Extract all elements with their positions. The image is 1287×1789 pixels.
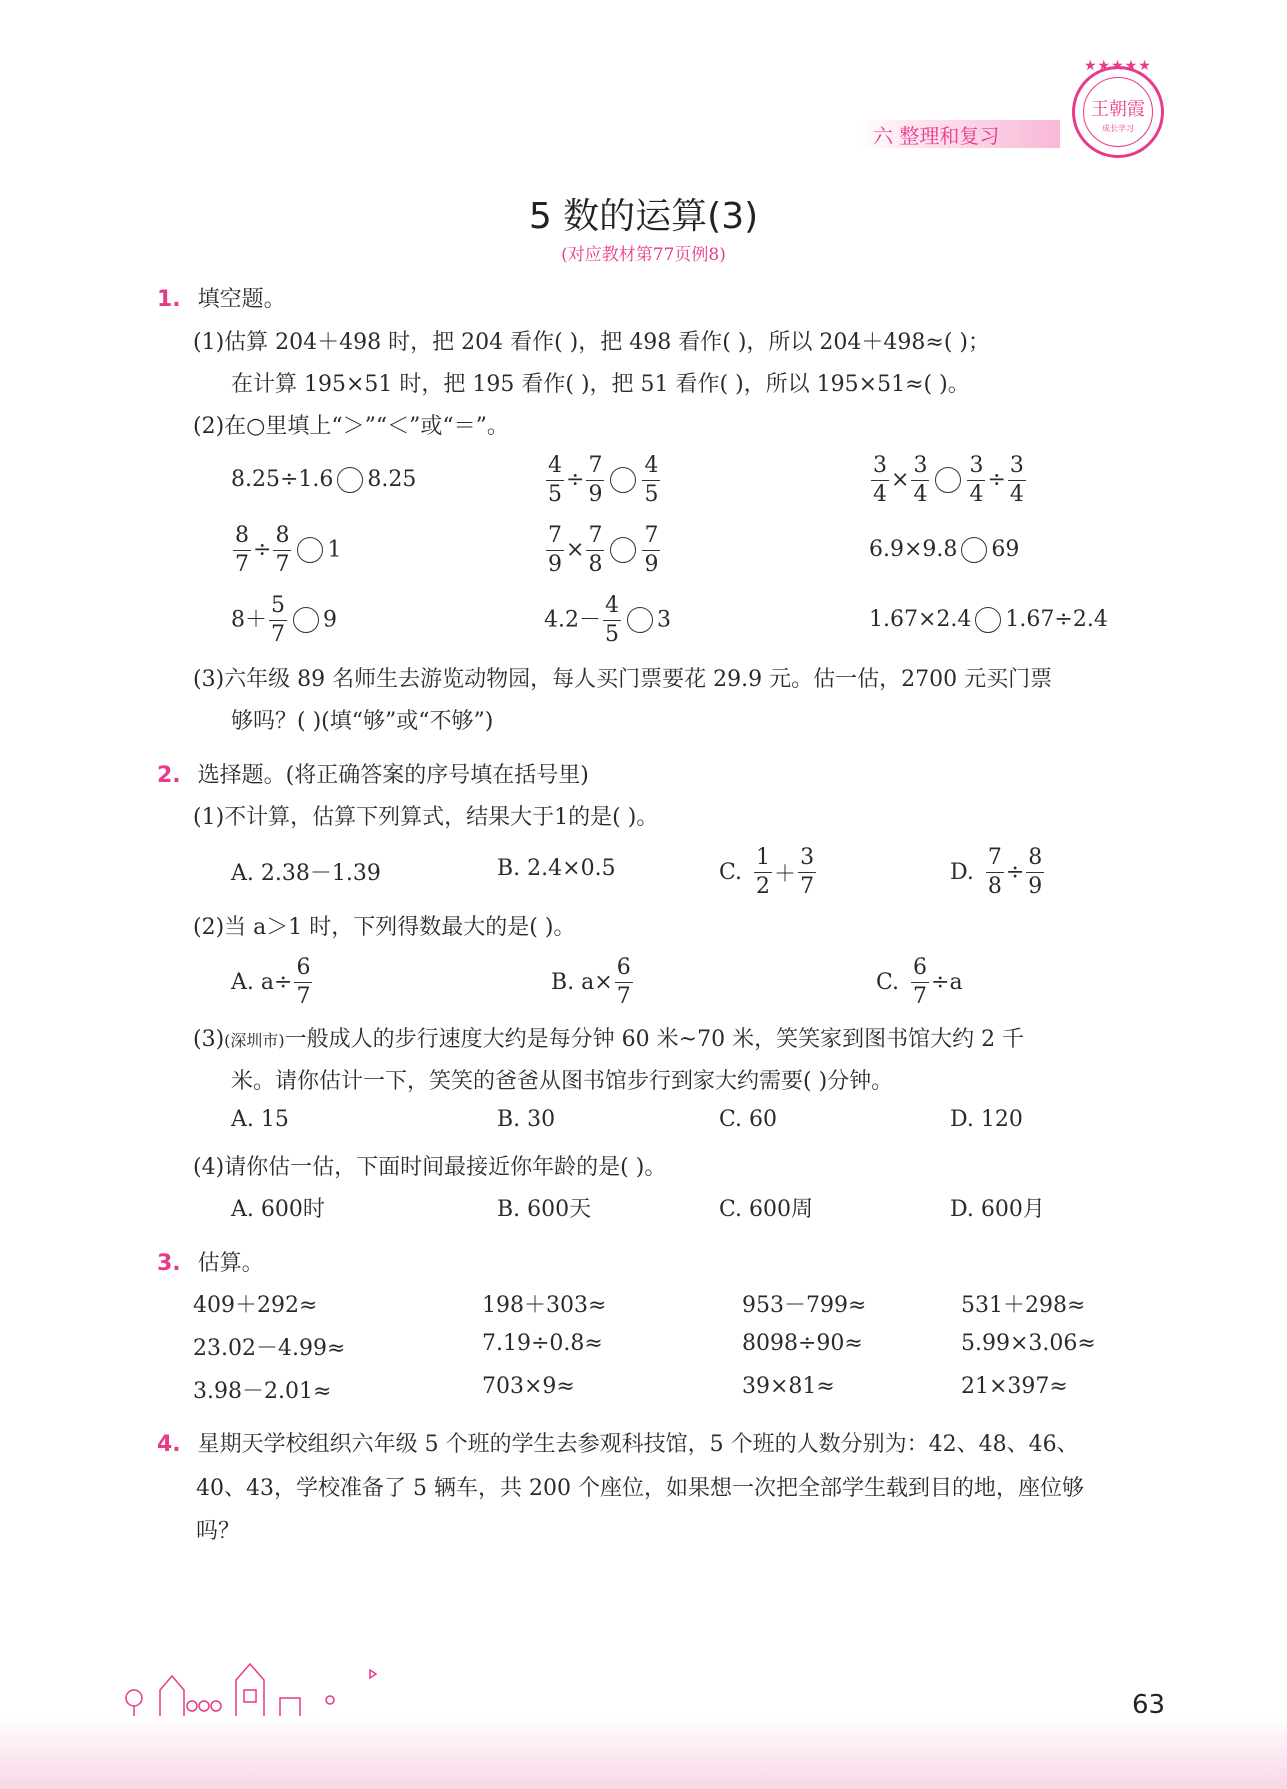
option-b[interactable] <box>551 950 635 1014</box>
q3-r1c1: 409＋292≈ <box>193 1293 318 1318</box>
operator: × <box>566 537 585 562</box>
seal-text: 王朝霞 <box>1091 99 1145 120</box>
fraction <box>986 844 1004 899</box>
seal-stars-icon: ★★★★★ <box>1084 58 1152 74</box>
numerator: 6 <box>294 957 312 983</box>
q1-heading <box>157 282 286 313</box>
q1-p3-line1: (3)六年级 89 名师生去游览动物园，每人买门票要花 29.9 元。估一估，2700 元买门票 <box>193 667 1053 692</box>
q4-line2: 40、43，学校准备了 5 辆车，共 200 个座位，如果想一次把全部学生载到目的地，座位够 <box>196 1476 1084 1501</box>
denominator: 7 <box>913 983 928 1009</box>
q2-p4-opt-c[interactable]: C. 600周 <box>719 1197 814 1222</box>
q2-p4: (4)请你估一估，下面时间最接近你年龄的是( )。 <box>193 1155 667 1180</box>
numerator: 4 <box>642 455 660 481</box>
option-label: C. <box>876 969 900 995</box>
compare-right: 1.67÷2.4 <box>1005 607 1108 632</box>
q3-r2c4: 5.99×3.06≈ <box>961 1331 1096 1356</box>
denominator: 9 <box>644 551 659 577</box>
answer-circle[interactable] <box>975 607 1001 633</box>
numerator: 1 <box>754 847 772 873</box>
fraction <box>967 452 985 507</box>
compare-item <box>869 452 1028 507</box>
q3-heading <box>157 1246 264 1277</box>
compare-item <box>544 592 869 647</box>
numerator: 6 <box>615 957 633 983</box>
option-c[interactable] <box>719 840 818 904</box>
fraction <box>233 522 251 577</box>
denominator: 8 <box>588 551 603 577</box>
compare-right: 1 <box>327 537 342 562</box>
q1-p3-line2: 够吗？( )(填“够”或“不够”) <box>231 709 494 734</box>
q2-p2-options <box>231 950 1131 1014</box>
seal-subtext: 成长学习 <box>1102 124 1134 133</box>
q1-p2-label: (2)在○里填上“＞”“＜”或“＝”。 <box>193 414 509 439</box>
numerator: 7 <box>586 525 604 551</box>
denominator: 4 <box>873 481 887 507</box>
answer-circle[interactable] <box>297 537 323 563</box>
q3-r3c2: 703×9≈ <box>482 1374 575 1399</box>
fraction <box>871 452 889 507</box>
q2-number: 2. <box>157 763 181 788</box>
page-number: 63 <box>1132 1690 1166 1720</box>
denominator: 7 <box>800 873 815 899</box>
fraction <box>603 592 621 647</box>
compare-right: 9 <box>323 607 337 632</box>
q2-p4-opt-b[interactable]: B. 600天 <box>497 1197 592 1222</box>
numerator: 8 <box>1026 847 1044 873</box>
denominator: 8 <box>987 873 1002 899</box>
q2-p3-opt-c[interactable]: C. 60 <box>719 1107 778 1132</box>
fraction <box>1008 452 1026 507</box>
fraction <box>586 452 604 507</box>
q3-number: 3. <box>157 1251 181 1276</box>
q2-p2: (2)当 a＞1 时，下列得数最大的是( )。 <box>193 915 576 940</box>
compare-item <box>869 537 1019 563</box>
compare-right: 8.25 <box>367 467 417 492</box>
fraction <box>754 844 772 899</box>
q4-line3: 吗？ <box>196 1519 241 1544</box>
answer-circle[interactable] <box>610 537 636 563</box>
q1-p1-line1: (1)估算 204＋498 时，把 204 看作( )，把 498 看作( )，所以 204＋498≈( )； <box>193 330 990 355</box>
fraction <box>546 522 564 577</box>
option-label: D. <box>950 859 974 885</box>
fraction <box>586 522 604 577</box>
q3-r3c1: 3.98－2.01≈ <box>193 1379 332 1404</box>
numerator: 7 <box>546 525 564 551</box>
fraction <box>798 844 816 899</box>
compare-item <box>869 607 1108 633</box>
denominator: 9 <box>588 481 603 507</box>
fraction <box>642 452 660 507</box>
denominator: 4 <box>913 481 928 507</box>
fraction <box>294 954 312 1009</box>
compare-item <box>544 522 869 577</box>
fraction <box>269 592 287 647</box>
fraction <box>1026 844 1044 899</box>
q2-p3-opt-b[interactable]: B. 30 <box>497 1107 556 1132</box>
q2-p1-options <box>231 840 1131 904</box>
footer-band <box>0 1716 1287 1789</box>
numerator: 4 <box>546 455 564 481</box>
q2-label: 选择题。(将正确答案的序号填在括号里) <box>197 763 589 788</box>
q1-label: 填空题。 <box>197 287 286 312</box>
numerator: 3 <box>1008 455 1026 481</box>
compare-right: 69 <box>991 537 1020 562</box>
fraction <box>911 452 929 507</box>
fraction <box>615 954 633 1009</box>
denominator: 7 <box>275 551 290 577</box>
compare-item <box>231 467 544 493</box>
operator: × <box>891 467 910 492</box>
numerator: 7 <box>586 455 604 481</box>
denominator: 5 <box>548 481 562 507</box>
q3-r2c2: 7.19÷0.8≈ <box>482 1331 603 1356</box>
option-label: B. a× <box>551 969 613 995</box>
denominator: 2 <box>756 873 771 899</box>
q2-p3-opt-d[interactable]: D. 120 <box>950 1107 1023 1132</box>
operator: ÷ <box>566 467 585 492</box>
answer-circle[interactable] <box>627 607 653 633</box>
answer-circle[interactable] <box>961 537 987 563</box>
q2-p4-opt-a[interactable]: A. 600时 <box>231 1197 325 1222</box>
numerator: 3 <box>871 455 889 481</box>
q2-p3-line1 <box>193 1022 1024 1053</box>
fraction <box>273 522 291 577</box>
option-d[interactable] <box>950 840 1046 904</box>
denominator: 4 <box>969 481 984 507</box>
numerator: 6 <box>911 957 929 983</box>
q3-r1c4: 531＋298≈ <box>961 1293 1086 1318</box>
fraction <box>642 522 660 577</box>
operator: ÷ <box>987 467 1006 492</box>
compare-left: 1.67×2.4 <box>869 607 972 632</box>
q2-p4-opt-d[interactable]: D. 600月 <box>950 1197 1045 1222</box>
numerator: 8 <box>273 525 291 551</box>
q3-label: 估算。 <box>197 1251 264 1276</box>
option-b[interactable]: B. 2.4×0.5 <box>497 856 616 881</box>
denominator: 4 <box>1009 481 1024 507</box>
compare-left: 8.25÷1.6 <box>231 467 334 492</box>
q1-number: 1. <box>157 287 181 312</box>
option-a[interactable] <box>231 950 314 1014</box>
q2-p3-prefix: (3) <box>193 1027 225 1052</box>
operator: ÷ <box>253 537 272 562</box>
denominator: 7 <box>616 983 631 1009</box>
denominator: 9 <box>1028 873 1043 899</box>
numerator: 7 <box>642 525 660 551</box>
q4-text: 星期天学校组织六年级 5 个班的学生去参观科技馆，5 个班的人数分别为：42、48、46、 <box>197 1432 1079 1457</box>
q3-r1c3: 953－799≈ <box>742 1293 867 1318</box>
footer-town-illustration <box>120 1640 400 1720</box>
numerator: 8 <box>233 525 251 551</box>
option-c[interactable] <box>876 950 963 1014</box>
denominator: 7 <box>235 551 249 577</box>
numerator: 5 <box>269 595 287 621</box>
operator: ÷ <box>1005 859 1025 885</box>
compare-row-2 <box>231 518 1131 582</box>
operator: ＋ <box>774 861 797 887</box>
q2-heading <box>157 758 589 789</box>
denominator: 5 <box>644 481 659 507</box>
option-label: C. <box>719 859 743 885</box>
q2-p3-region-tag: (深圳市) <box>224 1031 285 1050</box>
q3-r1c2: 198＋303≈ <box>482 1293 607 1318</box>
compare-row-3 <box>231 588 1131 652</box>
compare-item <box>231 592 544 647</box>
denominator: 9 <box>548 551 562 577</box>
compare-right: 3 <box>657 607 671 632</box>
page-subtitle: (对应教材第77页例8) <box>561 245 726 265</box>
option-label: A. a÷ <box>231 969 293 995</box>
option-a[interactable]: A. 2.38－1.39 <box>231 861 381 886</box>
q3-r2c3: 8098÷90≈ <box>742 1331 863 1356</box>
numerator: 4 <box>603 595 621 621</box>
q1-compare-grid <box>231 448 1131 652</box>
page-title: 5 数的运算(3) <box>528 196 759 237</box>
denominator: 7 <box>271 621 285 647</box>
chapter-label: 六 整理和复习 <box>873 124 1000 148</box>
answer-circle[interactable] <box>293 607 319 633</box>
q2-p1: (1)不计算，估算下列算式，结果大于1的是( )。 <box>193 805 659 830</box>
fraction <box>911 954 929 1009</box>
q1-p1-line2: 在计算 195×51 时，把 195 看作( )，把 51 看作( )，所以 195×51≈( )。 <box>231 372 970 397</box>
q3-r3c4: 21×397≈ <box>961 1374 1068 1399</box>
denominator: 5 <box>605 621 619 647</box>
numerator: 3 <box>967 455 985 481</box>
q4-line1 <box>157 1427 1079 1458</box>
compare-row-1 <box>231 448 1131 512</box>
compare-left: 4.2－ <box>544 607 601 632</box>
numerator: 7 <box>986 847 1004 873</box>
answer-circle[interactable] <box>337 467 363 493</box>
q3-r2c1: 23.02－4.99≈ <box>193 1336 346 1361</box>
compare-item <box>231 522 544 577</box>
q3-r3c3: 39×81≈ <box>742 1374 835 1399</box>
compare-left: 6.9×9.8 <box>869 537 958 562</box>
fraction <box>546 452 564 507</box>
q4-number: 4. <box>157 1432 181 1457</box>
q2-p3-text: 一般成人的步行速度大约是每分钟 60 米~70 米，笑笑家到图书馆大约 2 千 <box>284 1027 1025 1052</box>
option-suffix: ÷a <box>931 969 963 995</box>
numerator: 3 <box>911 455 929 481</box>
brand-seal-logo <box>1072 66 1164 158</box>
answer-circle[interactable] <box>610 467 636 493</box>
numerator: 3 <box>798 847 816 873</box>
answer-circle[interactable] <box>935 467 961 493</box>
q2-p3-line2: 米。请你估计一下，笑笑的爸爸从图书馆步行到家大约需要( )分钟。 <box>231 1069 894 1094</box>
compare-left: 8＋ <box>231 607 267 632</box>
compare-item <box>544 452 869 507</box>
q2-p3-opt-a[interactable]: A. 15 <box>231 1107 289 1132</box>
denominator: 7 <box>296 983 311 1009</box>
